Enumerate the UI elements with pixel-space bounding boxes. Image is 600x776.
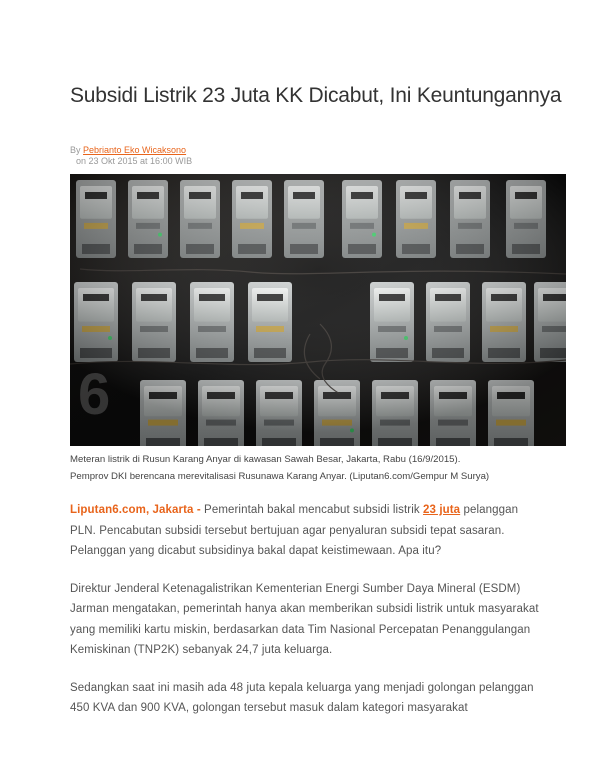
photo-watermark: 6 xyxy=(78,362,111,427)
paragraph-1-text-b: pelanggan PLN. Pencabutan subsidi tersebut bertujuan agar penyaluran subsidi tepat sasaran. Pelanggan yang dicabut subsidinya bakal dapat keistimewaan. Apa itu? xyxy=(70,504,519,557)
byline-prefix: By xyxy=(70,145,84,155)
photo-caption xyxy=(70,451,566,485)
article-body xyxy=(70,500,540,736)
paragraph-1-text-a: Pemerintah bakal mencabut subsidi listrik xyxy=(200,504,424,516)
inline-link-23-juta[interactable]: 23 juta xyxy=(423,504,461,516)
byline xyxy=(70,145,186,156)
author-link[interactable]: Pebrianto Eko Wicaksono xyxy=(83,145,187,155)
paragraph-3: Sedangkan saat ini masih ada 48 juta kepala keluarga yang menjadi golongan pelanggan 450 KVA dan 900 KVA, golongan tersebut masuk dalam kategori masyarakat xyxy=(70,681,534,714)
electric-meters-photo xyxy=(70,174,566,446)
article-title: Subsidi Listrik 23 Juta KK Dicabut, Ini Keuntungannya xyxy=(70,84,562,107)
news-source: Liputan6.com, Jakarta - xyxy=(70,504,201,516)
caption-line-2: Pemprov DKI berencana merevitalisasi Rusunawa Karang Anyar. (Liputan6.com/Gempur M Surya) xyxy=(70,471,490,482)
article-photo xyxy=(70,174,566,446)
publish-date: on 23 Okt 2015 at 16:00 WIB xyxy=(76,156,193,166)
paragraph-2: Direktur Jenderal Ketenagalistrikan Kementerian Energi Sumber Daya Mineral (ESDM) Jarman mengatakan, pemerintah hanya akan memberikan subsidi listrik untuk masyarakat yang memiliki kartu miskin, berdasarkan data Tim Nasional Percepatan Penanggulangan Kemiskinan (TNP2K) sebanyak 24,7 juta keluarga. xyxy=(70,582,539,656)
caption-line-1: Meteran listrik di Rusun Karang Anyar di kawasan Sawah Besar, Jakarta, Rabu (16/9/2015). xyxy=(70,454,461,465)
paragraph-1 xyxy=(70,500,540,562)
